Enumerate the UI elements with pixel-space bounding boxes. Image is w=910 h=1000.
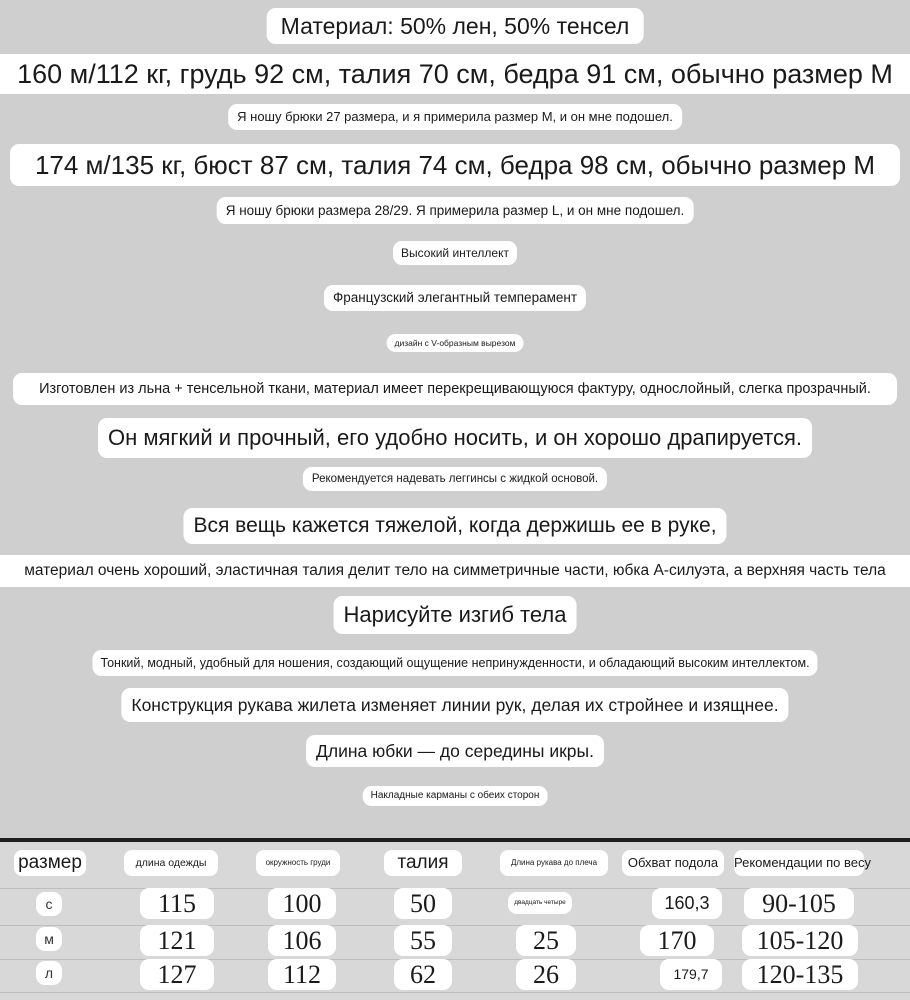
cell-weight-l: 120-135 — [742, 959, 858, 990]
header-hem: Обхват подола — [622, 850, 724, 876]
size-table — [0, 842, 910, 1000]
feature-comfortable: Тонкий, модный, удобный для ношения, создающий ощущение непринужденности, и обладающий высоким интеллектом. — [92, 650, 817, 676]
cell-sleeve-l: 26 — [516, 959, 576, 990]
header-size: размер — [14, 850, 86, 876]
cell-waist-l: 62 — [394, 959, 452, 990]
feature-leggings: Рекомендуется надевать леггинсы с жидкой основой. — [303, 467, 607, 491]
feature-soft-durable: Он мягкий и прочный, его удобно носить, и он хорошо драпируется. — [98, 418, 812, 458]
cell-hem-m: 170 — [640, 925, 714, 956]
model-1-note: Я ношу брюки 27 размера, и я примерила размер М, и он мне подошел. — [228, 104, 682, 130]
feature-body-curve: Нарисуйте изгиб тела — [334, 596, 577, 634]
header-length: длина одежды — [124, 850, 218, 876]
model-2-measurements: 174 м/135 кг, бюст 87 см, талия 74 см, бедра 98 см, обычно размер M — [10, 144, 900, 186]
cell-waist-s: 50 — [394, 888, 452, 919]
size-s-button[interactable]: с — [36, 892, 62, 916]
material-line: Материал: 50% лен, 50% тенсел — [267, 8, 644, 44]
header-chest: окружность груди — [256, 850, 340, 876]
feature-heavy: Вся вещь кажется тяжелой, когда держишь ее в руке, — [183, 508, 726, 544]
cell-weight-m: 105-120 — [742, 925, 858, 956]
cell-sleeve-s: двадцать четыре — [508, 892, 572, 914]
feature-v-neck: дизайн с V-образным вырезом — [387, 334, 524, 352]
feature-elastic-waist: материал очень хороший, эластичная талия делит тело на симметричные части, юбка А-силуэта, а верхняя часть тела — [0, 555, 910, 587]
cell-length-s: 115 — [140, 888, 214, 919]
cell-chest-m: 106 — [268, 925, 336, 956]
feature-french-temperament: Французский элегантный темперамент — [324, 285, 586, 311]
grid-line — [0, 992, 910, 993]
header-waist: талия — [384, 850, 462, 876]
cell-weight-s: 90-105 — [744, 888, 854, 919]
cell-chest-s: 100 — [268, 888, 336, 919]
cell-length-m: 121 — [140, 925, 214, 956]
size-m-button[interactable]: м — [36, 927, 62, 951]
cell-sleeve-m: 25 — [516, 925, 576, 956]
model-1-measurements: 160 м/112 кг, грудь 92 см, талия 70 см, бедра 91 см, обычно размер M — [0, 54, 910, 94]
model-2-note: Я ношу брюки размера 28/29. Я примерила размер L, и он мне подошел. — [217, 197, 694, 224]
feature-fabric: Изготовлен из льна + тенсельной ткани, материал имеет перекрещивающуюся фактуру, однослойный, слегка прозрачный. — [13, 373, 897, 405]
feature-skirt-length: Длина юбки — до середины икры. — [306, 735, 604, 767]
header-weight: Рекомендации по весу — [734, 850, 864, 876]
header-sleeve: Длина рукава до плеча — [500, 850, 608, 876]
feature-pockets: Накладные карманы с обеих сторон — [363, 786, 548, 806]
cell-hem-s: 160,3 — [652, 888, 722, 919]
cell-waist-m: 55 — [394, 925, 452, 956]
size-l-button[interactable]: л — [36, 961, 62, 985]
feature-high-intellect: Высокий интеллект — [393, 241, 517, 265]
cell-length-l: 127 — [140, 959, 214, 990]
feature-sleeve: Конструкция рукава жилета изменяет линии рук, делая их стройнее и изящнее. — [121, 688, 788, 722]
cell-chest-l: 112 — [268, 959, 336, 990]
cell-hem-l: 179,7 — [660, 959, 722, 990]
